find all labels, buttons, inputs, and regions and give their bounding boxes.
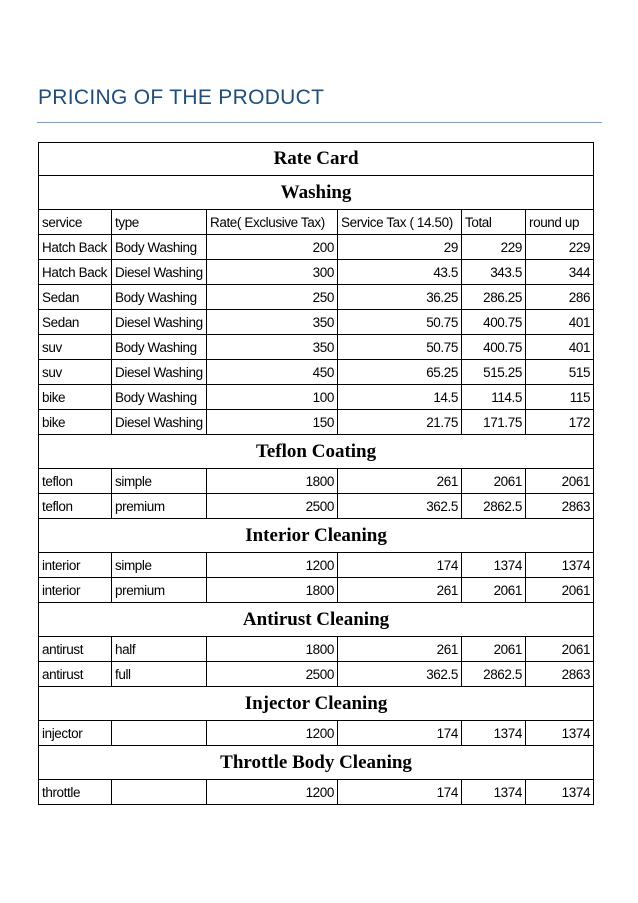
section-header-row bbox=[39, 176, 594, 210]
section-title: Teflon Coating bbox=[39, 435, 594, 469]
cell-rate: 200 bbox=[207, 235, 338, 260]
cell-total: 229 bbox=[462, 235, 526, 260]
cell-type: premium bbox=[112, 494, 207, 519]
section-title: Washing bbox=[39, 176, 594, 210]
cell-service: Hatch Back bbox=[39, 260, 112, 285]
column-header-service: service bbox=[39, 210, 112, 235]
cell-rate: 1200 bbox=[207, 721, 338, 746]
cell-service-tax: 50.75 bbox=[338, 335, 462, 360]
cell-rate: 350 bbox=[207, 310, 338, 335]
cell-service-tax: 174 bbox=[338, 780, 462, 805]
cell-service-tax: 65.25 bbox=[338, 360, 462, 385]
cell-rate: 450 bbox=[207, 360, 338, 385]
cell-service-tax: 14.5 bbox=[338, 385, 462, 410]
cell-round-up: 401 bbox=[526, 335, 594, 360]
table-row bbox=[39, 385, 594, 410]
cell-round-up: 286 bbox=[526, 285, 594, 310]
cell-rate: 1800 bbox=[207, 578, 338, 603]
page-heading: PRICING OF THE PRODUCT bbox=[38, 86, 325, 109]
cell-round-up: 344 bbox=[526, 260, 594, 285]
cell-service: antirust bbox=[39, 662, 112, 687]
cell-total: 515.25 bbox=[462, 360, 526, 385]
table-row bbox=[39, 494, 594, 519]
cell-type: simple bbox=[112, 553, 207, 578]
column-header-row bbox=[39, 210, 594, 235]
cell-round-up: 515 bbox=[526, 360, 594, 385]
cell-rate: 1800 bbox=[207, 469, 338, 494]
cell-round-up: 172 bbox=[526, 410, 594, 435]
cell-service: injector bbox=[39, 721, 112, 746]
cell-total: 286.25 bbox=[462, 285, 526, 310]
cell-service-tax: 50.75 bbox=[338, 310, 462, 335]
cell-type: simple bbox=[112, 469, 207, 494]
rate-card-body bbox=[39, 143, 594, 805]
table-row bbox=[39, 469, 594, 494]
column-header-rate: Rate( Exclusive Tax) bbox=[207, 210, 338, 235]
cell-round-up: 1374 bbox=[526, 721, 594, 746]
cell-type: half bbox=[112, 637, 207, 662]
cell-type: Diesel Washing bbox=[112, 360, 207, 385]
cell-service-tax: 261 bbox=[338, 637, 462, 662]
cell-round-up: 1374 bbox=[526, 553, 594, 578]
table-row bbox=[39, 780, 594, 805]
section-title: Throttle Body Cleaning bbox=[39, 746, 594, 780]
cell-rate: 100 bbox=[207, 385, 338, 410]
cell-service: interior bbox=[39, 578, 112, 603]
cell-round-up: 2863 bbox=[526, 494, 594, 519]
cell-rate: 1200 bbox=[207, 553, 338, 578]
cell-total: 400.75 bbox=[462, 310, 526, 335]
cell-service: interior bbox=[39, 553, 112, 578]
cell-service-tax: 174 bbox=[338, 721, 462, 746]
column-header-service-tax: Service Tax ( 14.50) bbox=[338, 210, 462, 235]
cell-type: Diesel Washing bbox=[112, 310, 207, 335]
cell-type bbox=[112, 721, 207, 746]
heading-rule bbox=[37, 122, 602, 123]
column-header-type: type bbox=[112, 210, 207, 235]
cell-total: 400.75 bbox=[462, 335, 526, 360]
cell-service-tax: 21.75 bbox=[338, 410, 462, 435]
column-header-round-up: round up bbox=[526, 210, 594, 235]
table-row bbox=[39, 578, 594, 603]
table-row bbox=[39, 662, 594, 687]
table-row bbox=[39, 637, 594, 662]
table-row bbox=[39, 410, 594, 435]
cell-round-up: 2061 bbox=[526, 469, 594, 494]
cell-total: 2862.5 bbox=[462, 494, 526, 519]
cell-service: throttle bbox=[39, 780, 112, 805]
cell-service: suv bbox=[39, 335, 112, 360]
rate-card-title-row bbox=[39, 143, 594, 176]
rate-card-title: Rate Card bbox=[39, 143, 594, 176]
section-title: Injector Cleaning bbox=[39, 687, 594, 721]
cell-total: 2061 bbox=[462, 637, 526, 662]
cell-total: 1374 bbox=[462, 721, 526, 746]
cell-round-up: 1374 bbox=[526, 780, 594, 805]
section-title: Interior Cleaning bbox=[39, 519, 594, 553]
cell-type: full bbox=[112, 662, 207, 687]
cell-total: 2061 bbox=[462, 578, 526, 603]
cell-rate: 250 bbox=[207, 285, 338, 310]
cell-round-up: 2061 bbox=[526, 578, 594, 603]
cell-total: 343.5 bbox=[462, 260, 526, 285]
table-row bbox=[39, 235, 594, 260]
cell-rate: 1200 bbox=[207, 780, 338, 805]
cell-rate: 300 bbox=[207, 260, 338, 285]
cell-rate: 2500 bbox=[207, 494, 338, 519]
section-title: Antirust Cleaning bbox=[39, 603, 594, 637]
cell-service-tax: 362.5 bbox=[338, 494, 462, 519]
cell-type: Body Washing bbox=[112, 385, 207, 410]
cell-type: Body Washing bbox=[112, 285, 207, 310]
cell-round-up: 401 bbox=[526, 310, 594, 335]
cell-service: bike bbox=[39, 410, 112, 435]
table-row bbox=[39, 260, 594, 285]
cell-type: Body Washing bbox=[112, 235, 207, 260]
section-header-row bbox=[39, 519, 594, 553]
cell-service: bike bbox=[39, 385, 112, 410]
cell-round-up: 2863 bbox=[526, 662, 594, 687]
cell-round-up: 2061 bbox=[526, 637, 594, 662]
cell-service: Sedan bbox=[39, 285, 112, 310]
cell-rate: 350 bbox=[207, 335, 338, 360]
cell-total: 114.5 bbox=[462, 385, 526, 410]
section-header-row bbox=[39, 435, 594, 469]
cell-round-up: 229 bbox=[526, 235, 594, 260]
table-row bbox=[39, 721, 594, 746]
cell-service-tax: 43.5 bbox=[338, 260, 462, 285]
table-row bbox=[39, 285, 594, 310]
cell-total: 171.75 bbox=[462, 410, 526, 435]
rate-card-table bbox=[38, 142, 594, 805]
cell-round-up: 115 bbox=[526, 385, 594, 410]
cell-total: 1374 bbox=[462, 553, 526, 578]
table-row bbox=[39, 335, 594, 360]
section-header-row bbox=[39, 603, 594, 637]
cell-service-tax: 36.25 bbox=[338, 285, 462, 310]
column-header-total: Total bbox=[462, 210, 526, 235]
section-header-row bbox=[39, 746, 594, 780]
cell-service: Hatch Back bbox=[39, 235, 112, 260]
table-row bbox=[39, 553, 594, 578]
cell-rate: 1800 bbox=[207, 637, 338, 662]
cell-rate: 2500 bbox=[207, 662, 338, 687]
cell-service: teflon bbox=[39, 494, 112, 519]
cell-type: premium bbox=[112, 578, 207, 603]
cell-total: 1374 bbox=[462, 780, 526, 805]
cell-type: Diesel Washing bbox=[112, 410, 207, 435]
cell-type: Body Washing bbox=[112, 335, 207, 360]
cell-service-tax: 261 bbox=[338, 469, 462, 494]
cell-service: suv bbox=[39, 360, 112, 385]
cell-type bbox=[112, 780, 207, 805]
cell-service-tax: 174 bbox=[338, 553, 462, 578]
section-header-row bbox=[39, 687, 594, 721]
table-row bbox=[39, 310, 594, 335]
cell-service: antirust bbox=[39, 637, 112, 662]
cell-service-tax: 261 bbox=[338, 578, 462, 603]
cell-service: teflon bbox=[39, 469, 112, 494]
cell-total: 2061 bbox=[462, 469, 526, 494]
cell-rate: 150 bbox=[207, 410, 338, 435]
table-row bbox=[39, 360, 594, 385]
cell-service-tax: 29 bbox=[338, 235, 462, 260]
cell-total: 2862.5 bbox=[462, 662, 526, 687]
cell-type: Diesel Washing bbox=[112, 260, 207, 285]
cell-service: Sedan bbox=[39, 310, 112, 335]
cell-service-tax: 362.5 bbox=[338, 662, 462, 687]
